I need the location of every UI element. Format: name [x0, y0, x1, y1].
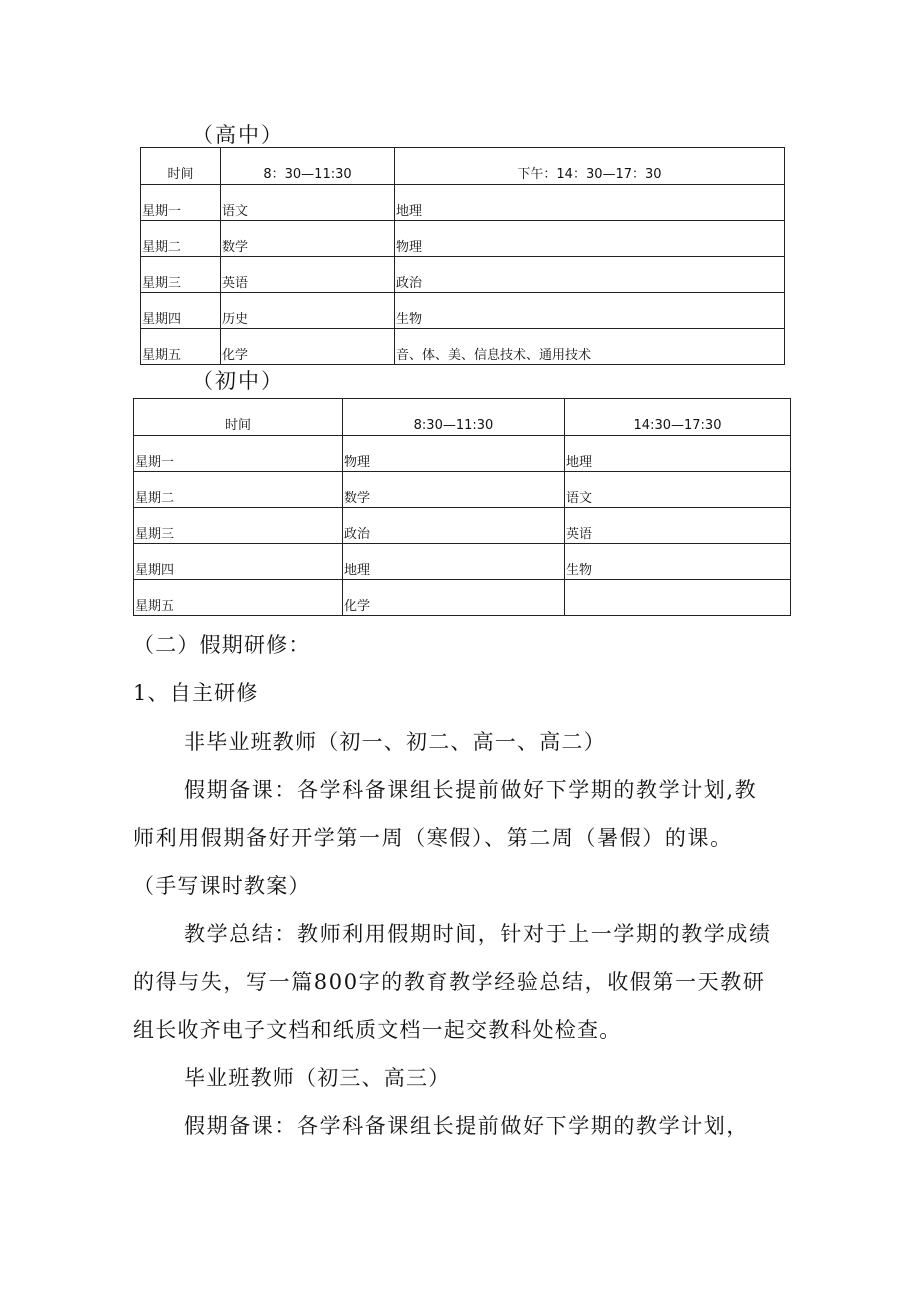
morning-subject-cell: 英语: [221, 257, 395, 293]
header-cell-morning: 8:30—11:30: [343, 399, 565, 436]
summary-paragraph-line: 教学总结：教师利用假期时间，针对于上一学期的教学成绩: [184, 922, 772, 946]
graduating-heading: 毕业班教师（初三、高三）: [184, 1066, 451, 1090]
afternoon-subject-cell: 生物: [565, 544, 791, 580]
header-cell-afternoon: 14:30—17:30: [565, 399, 791, 436]
day-cell: 星期五: [141, 329, 221, 365]
table-row: [134, 544, 791, 580]
table-row: [141, 185, 785, 221]
day-cell: 星期一: [134, 436, 343, 472]
prep-paragraph-line: （手写课时教案）: [133, 874, 311, 898]
morning-subject-cell: 历史: [221, 293, 395, 329]
afternoon-subject-cell: 生物: [395, 293, 785, 329]
morning-subject-cell: 化学: [343, 580, 565, 616]
afternoon-subject-cell: [565, 580, 791, 616]
morning-subject-cell: 物理: [343, 436, 565, 472]
subsection-title: 1、自主研修: [133, 681, 259, 705]
table-row: [141, 329, 785, 365]
table-row: [141, 257, 785, 293]
header-cell-time: 时间: [141, 148, 221, 185]
day-cell: 星期二: [141, 221, 221, 257]
header-cell-time: 时间: [134, 399, 343, 436]
middle-school-schedule-table: [133, 398, 791, 616]
morning-subject-cell: 地理: [343, 544, 565, 580]
grad-prep-paragraph-line: 假期备课：各学科备课组长提前做好下学期的教学计划，: [184, 1114, 749, 1138]
morning-subject-cell: 数学: [343, 472, 565, 508]
table-header-row: [134, 399, 791, 436]
morning-subject-cell: 语文: [221, 185, 395, 221]
afternoon-subject-cell: 英语: [565, 508, 791, 544]
non-graduating-heading: 非毕业班教师（初一、初二、高一、高二）: [184, 730, 606, 754]
header-cell-morning: 8：30—11:30: [221, 148, 395, 185]
prep-paragraph-line: 师利用假期备好开学第一周（寒假）、第二周（暑假）的课。: [133, 826, 733, 850]
day-cell: 星期二: [134, 472, 343, 508]
table-row: [141, 221, 785, 257]
table-row: [134, 508, 791, 544]
summary-paragraph-line: 的得与失，写一篇800字的教育教学经验总结，收假第一天教研: [133, 970, 766, 994]
afternoon-subject-cell: 地理: [395, 185, 785, 221]
table-row: [134, 580, 791, 616]
morning-subject-cell: 数学: [221, 221, 395, 257]
day-cell: 星期三: [141, 257, 221, 293]
afternoon-subject-cell: 物理: [395, 221, 785, 257]
table-row: [134, 436, 791, 472]
section-title: （二）假期研修：: [133, 633, 311, 657]
middle-school-caption: （初中）: [192, 369, 284, 393]
afternoon-subject-cell: 地理: [565, 436, 791, 472]
header-cell-afternoon: 下午：14：30—17：30: [395, 148, 785, 185]
prep-paragraph-line: 假期备课：各学科备课组长提前做好下学期的教学计划,教: [184, 778, 758, 802]
table-header-row: [141, 148, 785, 185]
afternoon-subject-cell: 音、体、美、信息技术、通用技术: [395, 329, 785, 365]
high-school-caption: （高中）: [192, 123, 284, 147]
day-cell: 星期五: [134, 580, 343, 616]
morning-subject-cell: 化学: [221, 329, 395, 365]
table-row: [134, 472, 791, 508]
afternoon-subject-cell: 语文: [565, 472, 791, 508]
day-cell: 星期一: [141, 185, 221, 221]
table-row: [141, 293, 785, 329]
summary-paragraph-line: 组长收齐电子文档和纸质文档一起交教科处检查。: [133, 1018, 622, 1042]
morning-subject-cell: 政治: [343, 508, 565, 544]
high-school-schedule-table: [140, 147, 785, 365]
afternoon-subject-cell: 政治: [395, 257, 785, 293]
day-cell: 星期四: [134, 544, 343, 580]
day-cell: 星期三: [134, 508, 343, 544]
day-cell: 星期四: [141, 293, 221, 329]
